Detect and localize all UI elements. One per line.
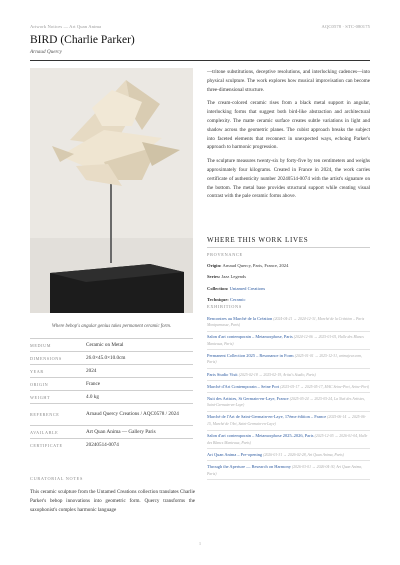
exhibition-item bbox=[207, 431, 370, 450]
notes-heading: CURATORIAL NOTES bbox=[30, 476, 84, 481]
spec-row-certificate bbox=[30, 438, 193, 451]
exhibition-item bbox=[207, 332, 370, 351]
exhibition-meta: (2025-05-17 → 2025-05-17, MAC Seine-Port, Seine-Port) bbox=[280, 384, 370, 389]
spec-key: CERTIFICATE bbox=[30, 442, 63, 448]
exhibition-link[interactable]: Permanent Collection 2025 – Resonance in Form bbox=[207, 352, 294, 358]
provenance-origin bbox=[207, 263, 370, 269]
exhibition-link[interactable]: Nuit des Artistes, St Germain-en-Laye, France bbox=[207, 395, 289, 401]
exhibitions-heading: EXHIBITIONS bbox=[207, 304, 242, 309]
provenance-value: Jazz Legends bbox=[221, 274, 247, 279]
spec-row-year bbox=[30, 364, 193, 377]
spec-key: MEDIUM bbox=[30, 342, 52, 348]
exhibition-item bbox=[207, 449, 370, 461]
exhibition-item bbox=[207, 313, 370, 332]
exhibition-link[interactable]: Salon d'art contemporain – Metamorphose 2025–2026, Paris bbox=[207, 433, 314, 439]
spec-row-dimensions bbox=[30, 351, 193, 364]
provenance-label: Collection: bbox=[207, 285, 229, 291]
provenance-heading: PROVENANCE bbox=[207, 252, 243, 257]
provenance-technique bbox=[207, 297, 370, 303]
description-paragraph: The sculpture measures twenty-six by forty-five by ten centimeters and weighs approximately four kilograms. Created in France in 2024, the work carries certificate of authenticity number 20240514-0074 with the artist's signature on the bottom. The metal base provides structural support while creating visual contrast with the pale ceramic forms above. bbox=[207, 158, 370, 200]
artist-name: Arnaud Quercy bbox=[30, 49, 62, 55]
sculpture-illustration bbox=[30, 68, 193, 313]
exhibition-item bbox=[207, 393, 370, 412]
provenance-label: Series: bbox=[207, 274, 221, 279]
exhibition-meta: (2025-01-01 → 2025-12-31, artmajeur.com, Paris) bbox=[207, 353, 362, 365]
artwork-image[interactable] bbox=[30, 68, 193, 313]
exhibition-item bbox=[207, 369, 370, 381]
exhibition-link[interactable]: Through the Aperture — Research on Harmony bbox=[207, 463, 291, 469]
provenance-label: Origin: bbox=[207, 262, 222, 268]
exhibition-meta: (2025-02-18 → 2025-02-19, Artist's Studio, Paris) bbox=[238, 372, 316, 377]
provenance-series bbox=[207, 274, 370, 280]
spec-key: AVAILABLE bbox=[30, 429, 59, 435]
provenance-collection bbox=[207, 286, 370, 292]
page-number: 1 bbox=[198, 541, 202, 546]
exhibition-item bbox=[207, 381, 370, 393]
exhibition-meta: (2025-06-14 → 2025-06-15, Marché de l'Art, Saint-Germain-en-Laye) bbox=[207, 415, 366, 427]
spec-row-origin bbox=[30, 377, 193, 390]
description bbox=[207, 68, 370, 206]
exhibition-meta: (2026-01-31 → 2026-02-28, Art Quan Anima, Paris) bbox=[263, 452, 344, 457]
exhibition-item bbox=[207, 350, 370, 369]
exhibition-meta: (2024-12-06 → 2025-01-05, Halle des Blancs Manteaux, Paris) bbox=[207, 335, 364, 346]
top-bar bbox=[30, 24, 370, 34]
page-title: BIRD (Charlie Parker) bbox=[30, 34, 135, 46]
description-paragraph: The cream-colored ceramic rises from a black metal support in angular, interlocking forms that suggest both bird-like abstraction and architectural complexity. The matte ceramic surface creates subtle variations in light and shadow across the geometric planes. The cubist approach breaks the subject into faceted elements that reconnect in unexpected ways, echoing Parker's approach to harmonic progression. bbox=[207, 100, 370, 151]
spec-row-weight bbox=[30, 390, 193, 403]
spec-key: DIMENSIONS bbox=[30, 355, 62, 361]
spec-value: Arnaud Quercy Creations / AQC0578 / 2024 bbox=[86, 411, 179, 417]
spec-key: REFERENCE bbox=[30, 412, 60, 417]
exhibition-meta: (2024-04-21 → 2024-12-31, Marché de la Création – Paris Montparnasse, Paris) bbox=[207, 316, 365, 328]
exhibition-item bbox=[207, 412, 370, 431]
spec-key: WEIGHT bbox=[30, 394, 51, 400]
provenance-label: Technique: bbox=[207, 297, 229, 302]
exhibition-link[interactable]: Salon d'art contemporain – Metamorphose, Paris bbox=[207, 334, 293, 340]
curatorial-notes: This ceramic sculpture from the Untamed Creations collection translates Charlie Parker's bebop innovations into geometric form. Quercy transforms the saxophonist's complex harmonic language bbox=[30, 489, 195, 513]
spec-value: 20240514-0074 bbox=[86, 441, 119, 448]
exhibition-meta: (2026-03-01 → 2026-04-30, Art Quan Anima, Paris) bbox=[207, 464, 363, 476]
exhibition-link[interactable]: Paris Studio Visit bbox=[207, 371, 238, 377]
spec-row-reference bbox=[30, 403, 193, 425]
exhibition-meta: (2025-05-24 → 2025-05-24, La Nuit des Artistes, Saint-Germain-en-Laye) bbox=[207, 396, 365, 408]
spec-row-medium bbox=[30, 338, 193, 351]
spec-key: ORIGIN bbox=[30, 381, 49, 387]
exhibitions-section bbox=[207, 304, 370, 480]
provenance-section bbox=[207, 252, 370, 303]
image-caption: Where bebop's angular genius takes permanent ceramic form. bbox=[51, 324, 172, 329]
header-divider bbox=[30, 60, 370, 61]
spec-value: Art Quan Anima — Gallery Paris bbox=[86, 428, 156, 435]
spec-row-available bbox=[30, 425, 193, 438]
exhibition-item bbox=[207, 461, 370, 480]
spec-key: YEAR bbox=[30, 368, 44, 374]
spec-table bbox=[30, 338, 193, 451]
collection-link[interactable]: Untamed Creations bbox=[229, 285, 266, 291]
technique-link[interactable]: Ceramic bbox=[229, 297, 246, 302]
exhibition-link[interactable]: Marché d'Art Contemporain – Seine Port bbox=[207, 383, 280, 389]
spec-value: 4.0 kg bbox=[86, 393, 99, 400]
description-paragraph: —tritone substitutions, deceptive resolutions, and interlocking cadences—into physical sculpture. The work explores how musical improvisation can become three-dimensional structure. bbox=[207, 69, 370, 93]
breadcrumb[interactable]: Artwork Notices — Art Quan Anima bbox=[30, 24, 102, 29]
spec-value: Ceramic on Metal bbox=[86, 341, 124, 348]
spec-value: France bbox=[86, 380, 101, 387]
exhibition-link[interactable]: Art Quan Anima – Pre-opening bbox=[207, 451, 263, 457]
spec-value: 2024 bbox=[86, 367, 97, 374]
section-divider bbox=[207, 247, 370, 248]
exhibition-link[interactable]: Marché de l'Art de Saint-Germain-en-Laye, 17ème édition – France bbox=[207, 414, 327, 420]
provenance-value: Arnaud Quercy, Paris, France, 2024 bbox=[222, 262, 289, 268]
reference-code: AQC0578 · STC-080175 bbox=[321, 24, 370, 29]
exhibition-link[interactable]: Rencontres au Marché de la Création bbox=[207, 315, 273, 321]
spec-value: 26.0×45.0×10.0cm bbox=[86, 354, 126, 361]
where-lives-title: WHERE THIS WORK LIVES bbox=[207, 236, 309, 244]
exhibition-meta: (2025-12-05 → 2026-01-04, Halle des Blancs Manteaux, Paris) bbox=[207, 434, 368, 445]
